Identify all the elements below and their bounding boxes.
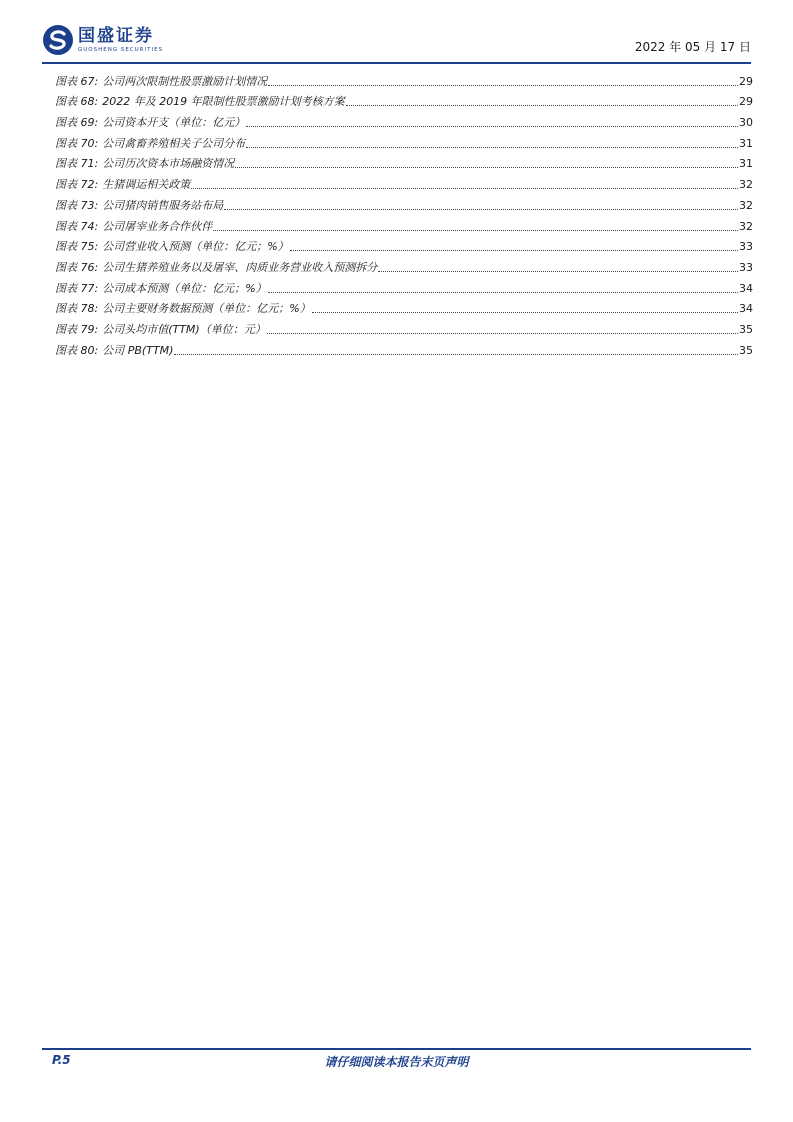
toc-entry[interactable] bbox=[55, 235, 753, 256]
toc-figure-number: 图表 78: bbox=[55, 302, 99, 316]
toc-figure-title: 公司成本预测（单位：亿元；%） bbox=[102, 281, 267, 295]
toc-leader-dots bbox=[213, 230, 738, 231]
toc-figure-title: 公司资本开支（单位：亿元） bbox=[102, 116, 246, 130]
toc-entry[interactable] bbox=[55, 214, 753, 235]
toc-page-number: 33 bbox=[739, 260, 753, 274]
page-number: P.5 bbox=[52, 1053, 71, 1067]
toc-figure-title: 公司屠宰业务合作伙伴 bbox=[102, 219, 213, 233]
logo-english-name: GUOSHENG SECURITIES bbox=[78, 47, 164, 53]
toc-entry[interactable] bbox=[55, 255, 753, 276]
footer-divider bbox=[42, 1048, 751, 1050]
toc-page-number: 31 bbox=[739, 136, 753, 150]
toc-entry[interactable] bbox=[55, 297, 753, 318]
toc-page-number: 30 bbox=[739, 116, 753, 130]
toc-figure-number: 图表 75: bbox=[55, 240, 99, 254]
footer-disclaimer: 请仔细阅读本报告末页声明 bbox=[324, 1055, 469, 1069]
toc-figure-title: 公司 PB(TTM) bbox=[102, 343, 174, 357]
figure-index-list bbox=[55, 69, 753, 359]
toc-entry[interactable] bbox=[55, 69, 753, 90]
toc-figure-number: 图表 77: bbox=[55, 281, 99, 295]
toc-leader-dots bbox=[268, 85, 738, 86]
toc-leader-dots bbox=[378, 271, 738, 272]
toc-page-number: 29 bbox=[739, 95, 753, 109]
toc-page-number: 35 bbox=[739, 343, 753, 357]
toc-figure-number: 图表 76: bbox=[55, 260, 99, 274]
toc-page-number: 34 bbox=[739, 302, 753, 316]
toc-figure-number: 图表 69: bbox=[55, 116, 99, 130]
header-divider bbox=[42, 62, 751, 64]
toc-entry[interactable] bbox=[55, 152, 753, 173]
toc-figure-title: 公司生猪养殖业务以及屠宰、肉质业务营业收入预测拆分 bbox=[102, 260, 378, 274]
toc-leader-dots bbox=[235, 167, 738, 168]
toc-entry[interactable] bbox=[55, 193, 753, 214]
toc-entry[interactable] bbox=[55, 276, 753, 297]
logo-chinese-name: 国盛证券 bbox=[78, 26, 154, 46]
toc-page-number: 32 bbox=[739, 178, 753, 192]
toc-figure-number: 图表 68: bbox=[55, 95, 99, 109]
toc-figure-title: 2022 年及 2019 年限制性股票激励计划考核方案 bbox=[102, 95, 345, 109]
toc-figure-title: 生猪调运相关政策 bbox=[102, 178, 191, 192]
toc-leader-dots bbox=[312, 312, 738, 313]
toc-page-number: 32 bbox=[739, 219, 753, 233]
toc-page-number: 33 bbox=[739, 240, 753, 254]
toc-leader-dots bbox=[268, 292, 738, 293]
toc-figure-number: 图表 73: bbox=[55, 198, 99, 212]
toc-figure-title: 公司两次限制性股票激励计划情况 bbox=[102, 74, 268, 88]
toc-page-number: 35 bbox=[739, 322, 753, 336]
toc-entry[interactable] bbox=[55, 317, 753, 338]
toc-page-number: 29 bbox=[739, 74, 753, 88]
toc-figure-number: 图表 74: bbox=[55, 219, 99, 233]
toc-page-number: 31 bbox=[739, 157, 753, 171]
toc-entry[interactable] bbox=[55, 338, 753, 359]
report-date: 2022 年 05 月 17 日 bbox=[634, 40, 751, 54]
guosheng-logo-icon bbox=[42, 24, 74, 56]
toc-figure-title: 公司猪肉销售服务站布局 bbox=[102, 198, 224, 212]
toc-leader-dots bbox=[174, 354, 738, 355]
toc-leader-dots bbox=[191, 188, 738, 189]
toc-figure-number: 图表 70: bbox=[55, 136, 99, 150]
toc-leader-dots bbox=[346, 105, 738, 106]
toc-leader-dots bbox=[246, 126, 738, 127]
toc-entry[interactable] bbox=[55, 131, 753, 152]
toc-leader-dots bbox=[290, 250, 738, 251]
toc-figure-title: 公司营业收入预测（单位：亿元；%） bbox=[102, 240, 289, 254]
toc-figure-number: 图表 79: bbox=[55, 322, 99, 336]
company-logo bbox=[42, 22, 163, 58]
toc-page-number: 34 bbox=[739, 281, 753, 295]
toc-figure-title: 公司历次资本市场融资情况 bbox=[102, 157, 235, 171]
toc-entry[interactable] bbox=[55, 172, 753, 193]
toc-leader-dots bbox=[267, 333, 738, 334]
toc-leader-dots bbox=[224, 209, 738, 210]
toc-figure-title: 公司头均市值(TTM)（单位：元） bbox=[102, 322, 266, 336]
toc-figure-number: 图表 80: bbox=[55, 343, 99, 357]
toc-figure-number: 图表 67: bbox=[55, 74, 99, 88]
toc-entry[interactable] bbox=[55, 90, 753, 111]
toc-figure-title: 公司主要财务数据预测（单位：亿元；%） bbox=[102, 302, 311, 316]
toc-figure-title: 公司禽畜养殖相关子公司分布 bbox=[102, 136, 246, 150]
page-header bbox=[42, 20, 751, 60]
toc-entry[interactable] bbox=[55, 110, 753, 131]
toc-figure-number: 图表 71: bbox=[55, 157, 99, 171]
toc-page-number: 32 bbox=[739, 198, 753, 212]
toc-leader-dots bbox=[246, 147, 738, 148]
toc-figure-number: 图表 72: bbox=[55, 178, 99, 192]
